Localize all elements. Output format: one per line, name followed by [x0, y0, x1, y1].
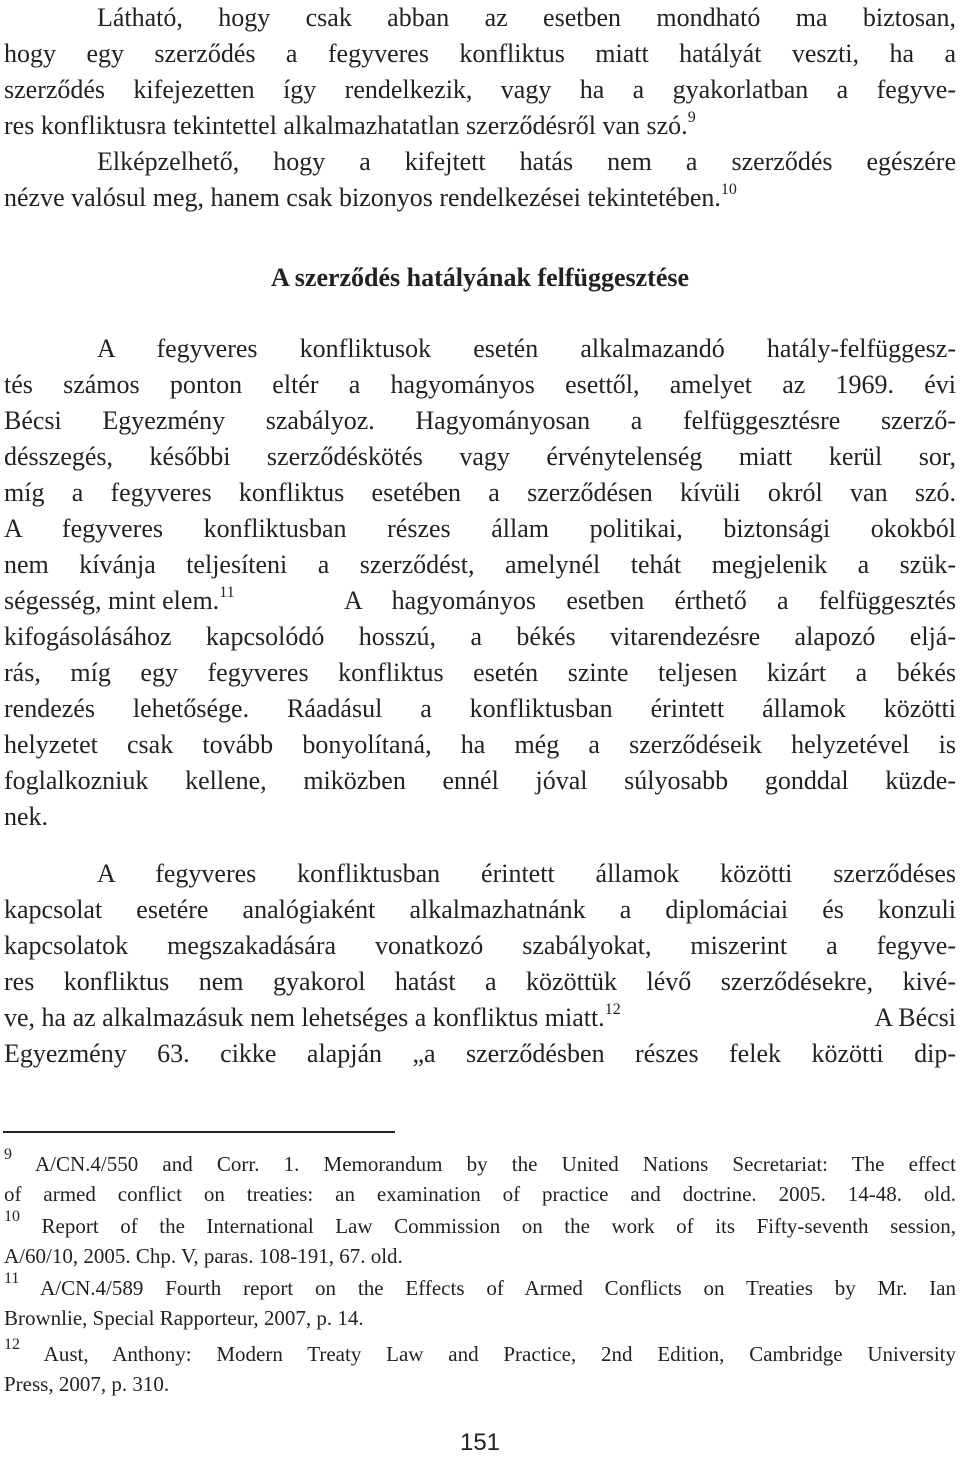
footnote-ref[interactable]: 9 [687, 109, 696, 126]
footnote-ref[interactable]: 12 [604, 1001, 621, 1018]
body-text: ve, ha az alkalmazásuk nem lehetséges a konfliktus miatt.$^{12}$ [4, 1001, 621, 1032]
body-line: Bécsi Egyezmény szabályoz. Hagyományosan a felfüggesztésre szerző- [4, 406, 956, 435]
body-line: nem kívánja teljesíteni a szerződést, amelynél tehát megjelenik a szük- [4, 550, 956, 579]
body-text: res konfliktusra tekintettel alkalmazhatatlan szerződésről van szó. [4, 111, 688, 140]
body-line: foglalkozniuk kellene, miközben ennél jóval súlyosabb gonddal küzde- [4, 766, 956, 795]
body-line: kifogásolásához kapcsolódó hosszú, a békés vitarendezésre alapozó eljá- [4, 622, 956, 651]
body-line: A fegyveres konfliktusban érintett államok közötti szerződéses [97, 859, 956, 888]
footnote-9-cont: of armed conflict on treaties: an examination of practice and doctrine. 2005. 14-48. old. [4, 1182, 956, 1206]
footnote-12: $^{12}$ Aust, Anthony: Modern Treaty Law and Practice, 2nd Edition, Cambridge University [4, 1336, 957, 1366]
body-line [4, 583, 956, 623]
body-line: A fegyveres konfliktusban részes állam politikai, biztonsági okokból [4, 514, 956, 543]
footnote-10: $^{10}$ Report of the International Law Commission on the work of its Fifty-seventh session, [4, 1208, 956, 1238]
footnote-number: 9 [4, 1146, 12, 1163]
section-heading: A szerződés hatályának felfüggesztése [270, 263, 690, 292]
body-line: szerződés kifejezetten így rendelkezik, vagy ha a gyakorlatban a fegyve- [4, 75, 956, 104]
footnote-11-cont: Brownlie, Special Rapporteur, 2007, p. 14. [4, 1306, 364, 1330]
body-line: désszegés, későbbi szerződéskötés vagy érvénytelenség miatt kerül sor, [4, 442, 956, 471]
body-line: rendezés lehetősége. Ráadásul a konfliktusban érintett államok közötti [4, 694, 956, 723]
body-line [4, 180, 737, 220]
footnote-ref[interactable]: 10 [720, 181, 737, 198]
body-line: kapcsolatok megszakadására vonatkozó szabályokat, miszerint a fegyve- [4, 931, 956, 960]
footnote-9: $^9$ A/CN.4/550 and Corr. 1. Memorandum by the United Nations Secretariat: The effect [4, 1146, 956, 1176]
body-line: A fegyveres konfliktusok esetén alkalmazandó hatály-felfüggesz- [97, 334, 956, 363]
footnote-number: 12 [4, 1336, 20, 1353]
footnote-number: 10 [4, 1208, 20, 1225]
body-text: A hagyományos esetben érthető a felfüggesztés [344, 586, 956, 615]
body-line: rás, míg egy fegyveres konfliktus esetén szinte teljesen kizárt a békés [4, 658, 956, 687]
body-text: ségesség, mint elem.$^{11}$ [4, 584, 235, 615]
body-line: kapcsolat esetére analógiaként alkalmazhatnánk a diplomáciai és konzuli [4, 895, 956, 924]
body-line [4, 1000, 956, 1040]
body-line: tés számos ponton eltér a hagyományos esettől, amelyet az 1969. évi [4, 370, 956, 399]
body-line: Látható, hogy csak abban az esetben mondható ma biztosan, [97, 3, 956, 32]
body-line: res konfliktus nem gyakorol hatást a közöttük lévő szerződésekre, kivé- [4, 967, 956, 996]
body-line [4, 108, 696, 148]
footnote-ref[interactable]: 11 [219, 584, 235, 601]
footnote-number: 11 [4, 1270, 20, 1287]
body-line: Egyezmény 63. cikke alapján „a szerződésben részes felek közötti dip- [4, 1039, 956, 1068]
body-line: míg a fegyveres konfliktus esetében a szerződésen kívüli okról van szó. [4, 478, 956, 507]
footnote-12-cont: Press, 2007, p. 310. [4, 1372, 170, 1396]
body-text: A Bécsi [874, 1003, 956, 1032]
page-number: 151 [459, 1429, 501, 1456]
body-line: helyzetet csak tovább bonyolítaná, ha még a szerződéseik helyzetével is [4, 730, 956, 759]
body-text: nézve valósul meg, hanem csak bizonyos rendelkezései tekintetében. [4, 183, 721, 212]
footnote-11: $^{11}$ A/CN.4/589 Fourth report on the Effects of Armed Conflicts on Treaties by Mr. Ian [4, 1270, 957, 1300]
body-line: hogy egy szerződés a fegyveres konfliktus miatt hatályát veszti, ha a [4, 39, 956, 68]
footnote-divider [3, 1131, 395, 1133]
body-line: Elképzelhető, hogy a kifejtett hatás nem a szerződés egészére [97, 147, 956, 176]
footnote-10-cont: A/60/10, 2005. Chp. V, paras. 108-191, 67. old. [4, 1244, 403, 1268]
body-line: nek. [4, 802, 49, 831]
